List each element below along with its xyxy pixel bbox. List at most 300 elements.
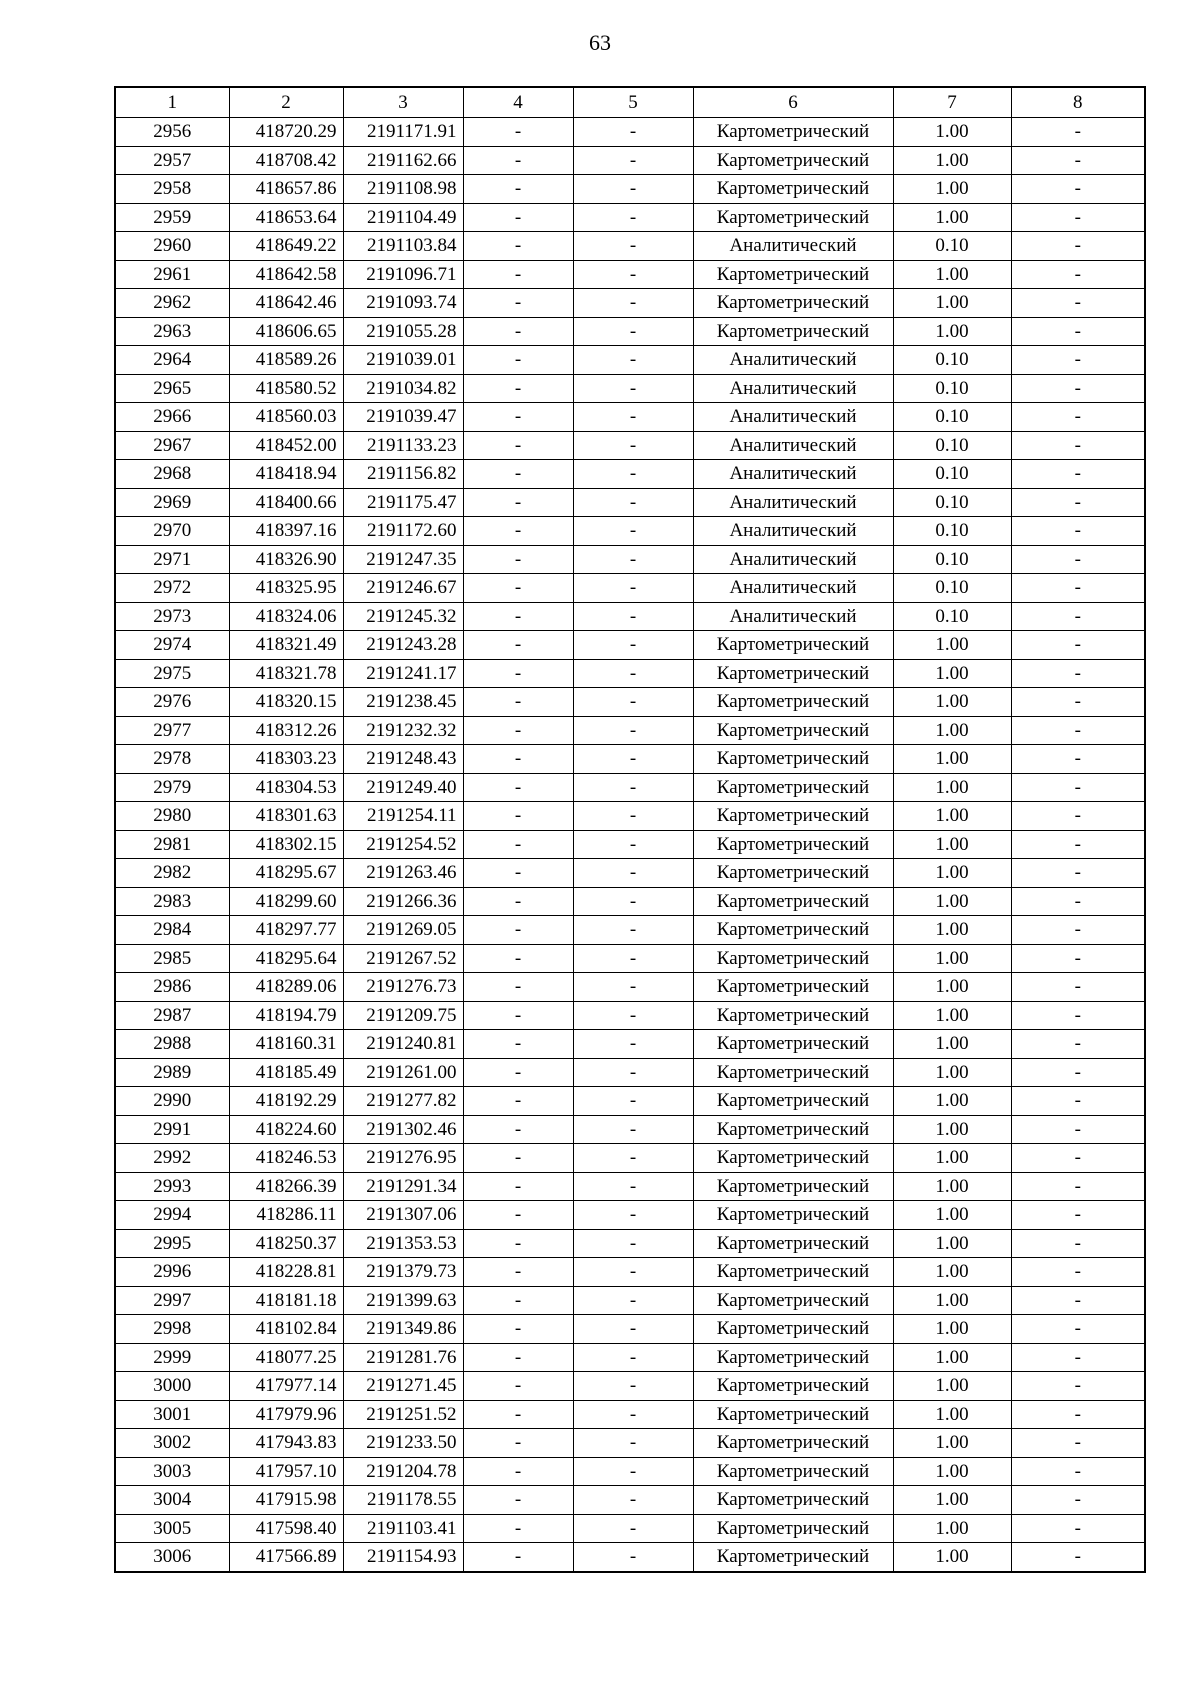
table-row: [115, 859, 1145, 888]
accuracy-cell: 1.00: [893, 1315, 1011, 1344]
table-row: [115, 1058, 1145, 1087]
accuracy-cell: 1.00: [893, 1087, 1011, 1116]
accuracy-cell: 1.00: [893, 944, 1011, 973]
x-coordinate-cell: 418642.46: [229, 289, 343, 318]
table-row: [115, 973, 1145, 1002]
col-4-cell: -: [463, 403, 573, 432]
col-5-cell: -: [573, 773, 693, 802]
point-number-cell: 2961: [115, 260, 229, 289]
col-8-cell: -: [1011, 1144, 1145, 1173]
x-coordinate-cell: 418077.25: [229, 1343, 343, 1372]
col-4-cell: -: [463, 260, 573, 289]
col-4-cell: -: [463, 1058, 573, 1087]
col-8-cell: -: [1011, 203, 1145, 232]
accuracy-cell: 1.00: [893, 1229, 1011, 1258]
accuracy-cell: 1.00: [893, 1400, 1011, 1429]
column-header: 2: [229, 87, 343, 118]
col-8-cell: -: [1011, 830, 1145, 859]
col-8-cell: -: [1011, 1486, 1145, 1515]
point-number-cell: 3000: [115, 1372, 229, 1401]
col-8-cell: -: [1011, 688, 1145, 717]
accuracy-cell: 1.00: [893, 289, 1011, 318]
y-coordinate-cell: 2191246.67: [343, 574, 463, 603]
point-number-cell: 2975: [115, 659, 229, 688]
y-coordinate-cell: 2191276.95: [343, 1144, 463, 1173]
point-number-cell: 2983: [115, 887, 229, 916]
col-4-cell: -: [463, 602, 573, 631]
method-cell: Картометрический: [693, 659, 893, 688]
method-cell: Картометрический: [693, 916, 893, 945]
col-8-cell: -: [1011, 431, 1145, 460]
col-5-cell: -: [573, 346, 693, 375]
table-row: [115, 631, 1145, 660]
col-5-cell: -: [573, 1429, 693, 1458]
point-number-cell: 2956: [115, 118, 229, 147]
col-5-cell: -: [573, 1315, 693, 1344]
accuracy-cell: 1.00: [893, 203, 1011, 232]
table-row: [115, 1001, 1145, 1030]
accuracy-cell: 0.10: [893, 602, 1011, 631]
accuracy-cell: 1.00: [893, 830, 1011, 859]
table-row: [115, 1144, 1145, 1173]
accuracy-cell: 1.00: [893, 146, 1011, 175]
accuracy-cell: 1.00: [893, 1058, 1011, 1087]
table-row: [115, 1030, 1145, 1059]
accuracy-cell: 1.00: [893, 1201, 1011, 1230]
table-row: [115, 1201, 1145, 1230]
x-coordinate-cell: 418286.11: [229, 1201, 343, 1230]
table-row: [115, 1286, 1145, 1315]
table-row: [115, 175, 1145, 204]
col-4-cell: -: [463, 289, 573, 318]
method-cell: Картометрический: [693, 1372, 893, 1401]
table-row: [115, 545, 1145, 574]
table-row: [115, 346, 1145, 375]
method-cell: Аналитический: [693, 460, 893, 489]
col-5-cell: -: [573, 146, 693, 175]
y-coordinate-cell: 2191133.23: [343, 431, 463, 460]
col-5-cell: -: [573, 916, 693, 945]
col-4-cell: -: [463, 802, 573, 831]
method-cell: Картометрический: [693, 175, 893, 204]
column-header: 5: [573, 87, 693, 118]
y-coordinate-cell: 2191245.32: [343, 602, 463, 631]
x-coordinate-cell: 418418.94: [229, 460, 343, 489]
point-number-cell: 2960: [115, 232, 229, 261]
col-4-cell: -: [463, 232, 573, 261]
x-coordinate-cell: 418589.26: [229, 346, 343, 375]
col-4-cell: -: [463, 1315, 573, 1344]
method-cell: Картометрический: [693, 1030, 893, 1059]
col-4-cell: -: [463, 545, 573, 574]
col-5-cell: -: [573, 289, 693, 318]
x-coordinate-cell: 418160.31: [229, 1030, 343, 1059]
col-5-cell: -: [573, 1001, 693, 1030]
y-coordinate-cell: 2191034.82: [343, 374, 463, 403]
col-5-cell: -: [573, 716, 693, 745]
table-row: [115, 602, 1145, 631]
col-5-cell: -: [573, 1400, 693, 1429]
x-coordinate-cell: 418297.77: [229, 916, 343, 945]
col-4-cell: -: [463, 830, 573, 859]
y-coordinate-cell: 2191251.52: [343, 1400, 463, 1429]
col-8-cell: -: [1011, 1315, 1145, 1344]
col-5-cell: -: [573, 232, 693, 261]
col-8-cell: -: [1011, 659, 1145, 688]
col-4-cell: -: [463, 1400, 573, 1429]
y-coordinate-cell: 2191261.00: [343, 1058, 463, 1087]
accuracy-cell: 1.00: [893, 916, 1011, 945]
col-8-cell: -: [1011, 773, 1145, 802]
point-number-cell: 2972: [115, 574, 229, 603]
point-number-cell: 3004: [115, 1486, 229, 1515]
x-coordinate-cell: 418102.84: [229, 1315, 343, 1344]
x-coordinate-cell: 418181.18: [229, 1286, 343, 1315]
table-row: [115, 659, 1145, 688]
method-cell: Картометрический: [693, 1486, 893, 1515]
method-cell: Картометрический: [693, 631, 893, 660]
table-row: [115, 688, 1145, 717]
y-coordinate-cell: 2191291.34: [343, 1172, 463, 1201]
accuracy-cell: 1.00: [893, 1486, 1011, 1515]
col-4-cell: -: [463, 973, 573, 1002]
x-coordinate-cell: 418324.06: [229, 602, 343, 631]
col-5-cell: -: [573, 1343, 693, 1372]
point-number-cell: 2978: [115, 745, 229, 774]
y-coordinate-cell: 2191379.73: [343, 1258, 463, 1287]
y-coordinate-cell: 2191248.43: [343, 745, 463, 774]
x-coordinate-cell: 418653.64: [229, 203, 343, 232]
method-cell: Картометрический: [693, 1343, 893, 1372]
col-5-cell: -: [573, 260, 693, 289]
x-coordinate-cell: 417977.14: [229, 1372, 343, 1401]
y-coordinate-cell: 2191154.93: [343, 1543, 463, 1572]
col-5-cell: -: [573, 374, 693, 403]
point-number-cell: 2966: [115, 403, 229, 432]
method-cell: Картометрический: [693, 1457, 893, 1486]
col-5-cell: -: [573, 175, 693, 204]
x-coordinate-cell: 418580.52: [229, 374, 343, 403]
col-8-cell: -: [1011, 118, 1145, 147]
method-cell: Картометрический: [693, 1543, 893, 1572]
accuracy-cell: 1.00: [893, 631, 1011, 660]
col-5-cell: -: [573, 1058, 693, 1087]
table-header-row: [115, 87, 1145, 118]
point-number-cell: 2990: [115, 1087, 229, 1116]
x-coordinate-cell: 418321.78: [229, 659, 343, 688]
col-8-cell: -: [1011, 374, 1145, 403]
col-5-cell: -: [573, 1457, 693, 1486]
method-cell: Картометрический: [693, 203, 893, 232]
point-number-cell: 2974: [115, 631, 229, 660]
x-coordinate-cell: 418720.29: [229, 118, 343, 147]
table-row: [115, 460, 1145, 489]
x-coordinate-cell: 418228.81: [229, 1258, 343, 1287]
col-8-cell: -: [1011, 460, 1145, 489]
column-header: 7: [893, 87, 1011, 118]
col-5-cell: -: [573, 973, 693, 1002]
col-8-cell: -: [1011, 1030, 1145, 1059]
col-8-cell: -: [1011, 403, 1145, 432]
col-8-cell: -: [1011, 517, 1145, 546]
col-4-cell: -: [463, 716, 573, 745]
x-coordinate-cell: 418326.90: [229, 545, 343, 574]
table-row: [115, 374, 1145, 403]
method-cell: Картометрический: [693, 830, 893, 859]
method-cell: Картометрический: [693, 289, 893, 318]
x-coordinate-cell: 418657.86: [229, 175, 343, 204]
table-row: [115, 1087, 1145, 1116]
point-number-cell: 2997: [115, 1286, 229, 1315]
col-8-cell: -: [1011, 1457, 1145, 1486]
y-coordinate-cell: 2191238.45: [343, 688, 463, 717]
col-4-cell: -: [463, 1030, 573, 1059]
table-row: [115, 1429, 1145, 1458]
point-number-cell: 2963: [115, 317, 229, 346]
point-number-cell: 2992: [115, 1144, 229, 1173]
method-cell: Картометрический: [693, 1315, 893, 1344]
y-coordinate-cell: 2191243.28: [343, 631, 463, 660]
col-8-cell: -: [1011, 1172, 1145, 1201]
method-cell: Картометрический: [693, 1172, 893, 1201]
accuracy-cell: 1.00: [893, 118, 1011, 147]
col-4-cell: -: [463, 745, 573, 774]
col-8-cell: -: [1011, 916, 1145, 945]
y-coordinate-cell: 2191175.47: [343, 488, 463, 517]
y-coordinate-cell: 2191108.98: [343, 175, 463, 204]
table-row: [115, 1514, 1145, 1543]
col-4-cell: -: [463, 1115, 573, 1144]
col-4-cell: -: [463, 859, 573, 888]
accuracy-cell: 1.00: [893, 1115, 1011, 1144]
col-8-cell: -: [1011, 146, 1145, 175]
col-8-cell: -: [1011, 887, 1145, 916]
col-8-cell: -: [1011, 289, 1145, 318]
table-row: [115, 146, 1145, 175]
point-number-cell: 2964: [115, 346, 229, 375]
y-coordinate-cell: 2191269.05: [343, 916, 463, 945]
col-8-cell: -: [1011, 175, 1145, 204]
point-number-cell: 3006: [115, 1543, 229, 1572]
accuracy-cell: 1.00: [893, 1144, 1011, 1173]
y-coordinate-cell: 2191039.47: [343, 403, 463, 432]
col-5-cell: -: [573, 1286, 693, 1315]
accuracy-cell: 1.00: [893, 659, 1011, 688]
accuracy-cell: 0.10: [893, 574, 1011, 603]
point-number-cell: 2984: [115, 916, 229, 945]
column-header: 3: [343, 87, 463, 118]
x-coordinate-cell: 418266.39: [229, 1172, 343, 1201]
accuracy-cell: 1.00: [893, 1429, 1011, 1458]
accuracy-cell: 0.10: [893, 374, 1011, 403]
x-coordinate-cell: 418708.42: [229, 146, 343, 175]
accuracy-cell: 0.10: [893, 346, 1011, 375]
point-number-cell: 2988: [115, 1030, 229, 1059]
y-coordinate-cell: 2191276.73: [343, 973, 463, 1002]
col-8-cell: -: [1011, 232, 1145, 261]
method-cell: Картометрический: [693, 317, 893, 346]
point-number-cell: 2970: [115, 517, 229, 546]
col-5-cell: -: [573, 431, 693, 460]
coordinates-table: [114, 86, 1146, 1573]
point-number-cell: 2996: [115, 1258, 229, 1287]
col-5-cell: -: [573, 1229, 693, 1258]
col-4-cell: -: [463, 1486, 573, 1515]
x-coordinate-cell: 418452.00: [229, 431, 343, 460]
point-number-cell: 2959: [115, 203, 229, 232]
col-4-cell: -: [463, 773, 573, 802]
accuracy-cell: 1.00: [893, 1372, 1011, 1401]
method-cell: Картометрический: [693, 773, 893, 802]
x-coordinate-cell: 418295.67: [229, 859, 343, 888]
method-cell: Картометрический: [693, 688, 893, 717]
y-coordinate-cell: 2191178.55: [343, 1486, 463, 1515]
y-coordinate-cell: 2191039.01: [343, 346, 463, 375]
point-number-cell: 2977: [115, 716, 229, 745]
x-coordinate-cell: 417598.40: [229, 1514, 343, 1543]
col-5-cell: -: [573, 545, 693, 574]
col-8-cell: -: [1011, 802, 1145, 831]
method-cell: Картометрический: [693, 745, 893, 774]
col-4-cell: -: [463, 374, 573, 403]
x-coordinate-cell: 418194.79: [229, 1001, 343, 1030]
table-row: [115, 118, 1145, 147]
col-4-cell: -: [463, 887, 573, 916]
point-number-cell: 3001: [115, 1400, 229, 1429]
accuracy-cell: 0.10: [893, 232, 1011, 261]
table-row: [115, 773, 1145, 802]
point-number-cell: 2958: [115, 175, 229, 204]
accuracy-cell: 1.00: [893, 1258, 1011, 1287]
x-coordinate-cell: 418304.53: [229, 773, 343, 802]
table-row: [115, 1400, 1145, 1429]
table-row: [115, 1115, 1145, 1144]
point-number-cell: 2965: [115, 374, 229, 403]
col-5-cell: -: [573, 1201, 693, 1230]
x-coordinate-cell: 418224.60: [229, 1115, 343, 1144]
method-cell: Картометрический: [693, 716, 893, 745]
point-number-cell: 2976: [115, 688, 229, 717]
page-number: 63: [589, 30, 611, 55]
col-5-cell: -: [573, 203, 693, 232]
accuracy-cell: 1.00: [893, 175, 1011, 204]
point-number-cell: 3003: [115, 1457, 229, 1486]
point-number-cell: 2999: [115, 1343, 229, 1372]
method-cell: Аналитический: [693, 232, 893, 261]
col-4-cell: -: [463, 944, 573, 973]
column-header: 4: [463, 87, 573, 118]
x-coordinate-cell: 418560.03: [229, 403, 343, 432]
point-number-cell: 2995: [115, 1229, 229, 1258]
col-4-cell: -: [463, 1429, 573, 1458]
accuracy-cell: 1.00: [893, 773, 1011, 802]
col-5-cell: -: [573, 317, 693, 346]
point-number-cell: 2980: [115, 802, 229, 831]
point-number-cell: 2986: [115, 973, 229, 1002]
col-5-cell: -: [573, 403, 693, 432]
col-8-cell: -: [1011, 973, 1145, 1002]
y-coordinate-cell: 2191093.74: [343, 289, 463, 318]
col-4-cell: -: [463, 1343, 573, 1372]
col-8-cell: -: [1011, 1115, 1145, 1144]
y-coordinate-cell: 2191277.82: [343, 1087, 463, 1116]
col-4-cell: -: [463, 1144, 573, 1173]
col-4-cell: -: [463, 203, 573, 232]
y-coordinate-cell: 2191254.52: [343, 830, 463, 859]
col-8-cell: -: [1011, 1400, 1145, 1429]
col-4-cell: -: [463, 1543, 573, 1572]
col-8-cell: -: [1011, 1372, 1145, 1401]
point-number-cell: 2973: [115, 602, 229, 631]
col-8-cell: -: [1011, 1201, 1145, 1230]
col-8-cell: -: [1011, 317, 1145, 346]
accuracy-cell: 1.00: [893, 716, 1011, 745]
col-4-cell: -: [463, 1372, 573, 1401]
col-5-cell: -: [573, 1144, 693, 1173]
x-coordinate-cell: 417979.96: [229, 1400, 343, 1429]
point-number-cell: 3002: [115, 1429, 229, 1458]
y-coordinate-cell: 2191103.41: [343, 1514, 463, 1543]
col-4-cell: -: [463, 1001, 573, 1030]
table-row: [115, 830, 1145, 859]
col-8-cell: -: [1011, 1286, 1145, 1315]
col-4-cell: -: [463, 118, 573, 147]
col-5-cell: -: [573, 1372, 693, 1401]
table-row: [115, 1543, 1145, 1572]
y-coordinate-cell: 2191249.40: [343, 773, 463, 802]
accuracy-cell: 1.00: [893, 1543, 1011, 1572]
accuracy-cell: 1.00: [893, 1457, 1011, 1486]
method-cell: Картометрический: [693, 944, 893, 973]
method-cell: Картометрический: [693, 1115, 893, 1144]
col-8-cell: -: [1011, 745, 1145, 774]
y-coordinate-cell: 2191171.91: [343, 118, 463, 147]
col-4-cell: -: [463, 1172, 573, 1201]
x-coordinate-cell: 418400.66: [229, 488, 343, 517]
col-4-cell: -: [463, 1229, 573, 1258]
y-coordinate-cell: 2191104.49: [343, 203, 463, 232]
col-5-cell: -: [573, 1486, 693, 1515]
x-coordinate-cell: 418649.22: [229, 232, 343, 261]
point-number-cell: 2989: [115, 1058, 229, 1087]
table-row: [115, 488, 1145, 517]
table-row: [115, 203, 1145, 232]
y-coordinate-cell: 2191281.76: [343, 1343, 463, 1372]
method-cell: Картометрический: [693, 1001, 893, 1030]
col-8-cell: -: [1011, 1429, 1145, 1458]
method-cell: Аналитический: [693, 602, 893, 631]
y-coordinate-cell: 2191209.75: [343, 1001, 463, 1030]
col-8-cell: -: [1011, 574, 1145, 603]
table-row: [115, 944, 1145, 973]
col-5-cell: -: [573, 574, 693, 603]
x-coordinate-cell: 418289.06: [229, 973, 343, 1002]
col-4-cell: -: [463, 346, 573, 375]
x-coordinate-cell: 418301.63: [229, 802, 343, 831]
x-coordinate-cell: 418320.15: [229, 688, 343, 717]
y-coordinate-cell: 2191162.66: [343, 146, 463, 175]
col-4-cell: -: [463, 1286, 573, 1315]
x-coordinate-cell: 418302.15: [229, 830, 343, 859]
col-8-cell: -: [1011, 545, 1145, 574]
accuracy-cell: 1.00: [893, 1172, 1011, 1201]
method-cell: Аналитический: [693, 374, 893, 403]
col-8-cell: -: [1011, 1343, 1145, 1372]
point-number-cell: 2967: [115, 431, 229, 460]
method-cell: Картометрический: [693, 1144, 893, 1173]
method-cell: Картометрический: [693, 260, 893, 289]
method-cell: Аналитический: [693, 488, 893, 517]
